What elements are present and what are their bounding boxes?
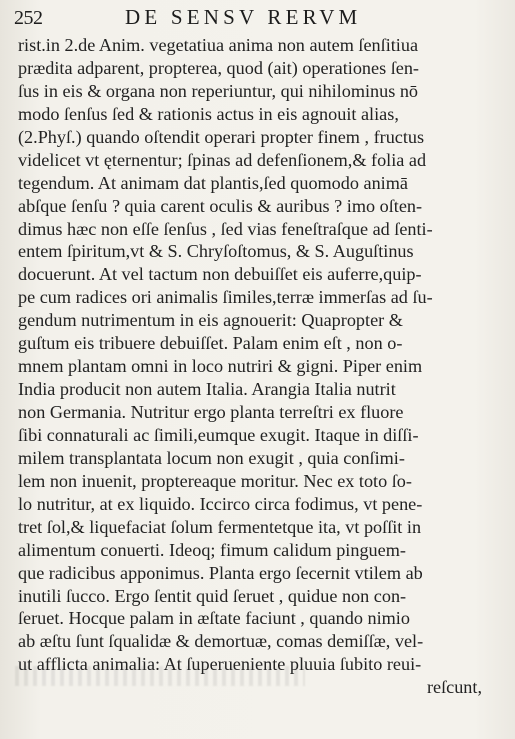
text-line: lo nutritur, at ex liquido. Iccirco circa fodimus, vt pene- [18,493,423,514]
text-line: dimus hæc non eſſe ſenſus , ſed vias feneſtraſque ad ſenti- [18,218,433,239]
catchword-line: reſcunt, [426,677,482,698]
text-line: India producit non autem Italia. Arangia Italia nutrit [18,379,396,400]
text-line: alimentum conuerti. Ideoq; fimum calidum pinguem- [18,539,406,560]
text-line: lem non inuenit, proptereaque moritur. Nec ex toto ſo- [18,470,412,491]
text-line: tegendum. At animam dat plantis,ſed quomodo animā [18,172,408,193]
text-line: ſeruet. Hocque palam in æſtate faciunt , quando nimio [18,608,410,629]
text-line: abſque ſenſu ? quia carent oculis & auribus ? imo oſten- [18,195,423,216]
text-line: docuerunt. At vel tactum non debuiſſet eis auferre,quip- [18,264,422,285]
page-header [0,4,515,32]
text-line: que radicibus apponimus. Planta ergo ſecernit vtilem ab [18,562,423,583]
text-line: ab æſtu ſunt ſqualidæ & demortuæ, comas demiſſæ, vel- [18,631,424,652]
running-head: DE SENSV RERVM [125,5,362,29]
page-number: 252 [14,7,43,29]
text-line: tret ſol,& liquefaciat ſolum fermentetque ita, vt poſſit in [18,516,422,537]
body-text [18,34,492,699]
text-line: non Germania. Nutritur ergo planta terreſtri ex fluore [18,402,404,422]
text-line: rist.in 2.de Anim. vegetatiua anima non autem ſenſitiua [18,35,419,55]
bleed-through-texture [15,666,305,686]
text-line: modo ſenſus ſed & rationis actus in eis agnouit alias, [18,103,399,124]
text-line: (2.Phyſ.) quando oſtendit operari propter finem , fructus [18,126,425,147]
text-line: guſtum eis tribuere debuiſſet. Palam enim eſt , non o- [18,333,403,354]
text-line: pe cum radices ori animalis ſimiles,terræ immerſas ad ſu- [18,287,433,308]
text-line: prædita adparent, propterea, quod (ait) operationes ſen- [18,57,419,78]
text-line: videlicet vt ęternentur; ſpinas ad defenſionem,& folia ad [18,149,427,170]
text-line: gendum nutrimentum in eis agnouerit: Quapropter & [18,310,403,331]
text-line: entem ſpiritum,vt & S. Chryſoſtomus, & S. Auguſtinus [18,241,414,262]
text-line: inutili ſucco. Ergo ſentit quid ſeruet , quidue non con- [18,585,407,606]
text-line: mnem plantam omni in loco nutriri & gigni. Piper enim [18,356,423,377]
text-line: milem transplantata locum non exugit , quia conſimi- [18,447,405,468]
text-line: ut afflicta animalia: At ſuperueniente pluuia ſubito reui- [18,654,422,675]
text-line: ſus in eis & organa non reperiuntur, qui nihilominus nō [18,80,419,101]
text-line: ſibi connaturali ac ſimili,eumque exugit. Itaque in diſſi- [18,424,419,445]
